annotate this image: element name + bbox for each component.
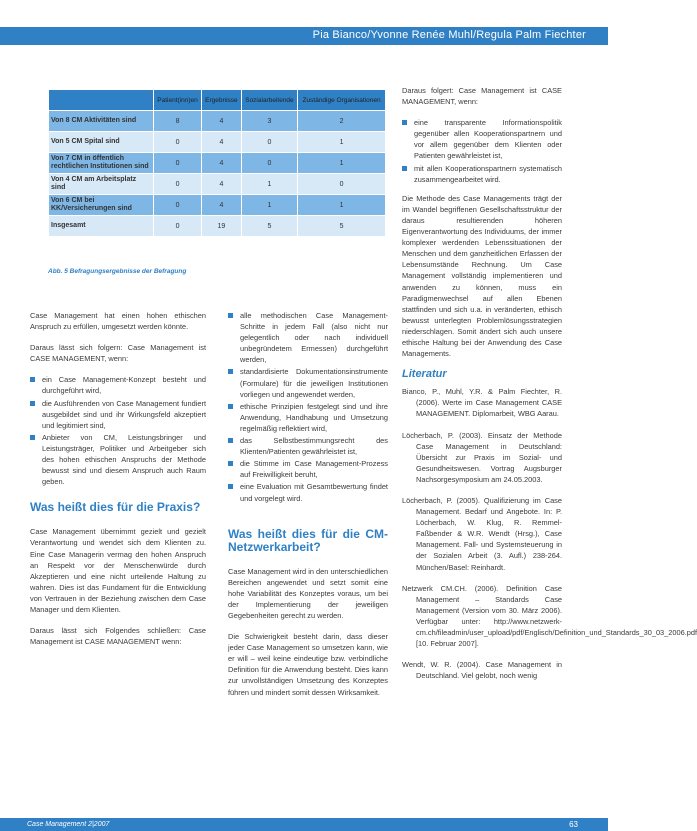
table-cell: 4 [202,132,242,153]
paragraph: Die Methode des Case Managements trägt der im Wandel begriffenen Gesellschaftsstruktur der daraus resultierenden höheren Eigenverantwortung des Individuums, der immer komplexer werdenden Lebenssituationen der Menschen und dem ganzheitlichen Erfassen der Lebensumstände Rechnung. Um Case Management vollständig implementieren und anwenden zu können, muss ein Paradigmenwechsel auf allen Ebenen stattfinden und sich u.a. in veränderten, ethisch bewusst unterlegten Problemlösungsstrategien niederschlagen. Somit ändert sich auch unsere ethische Haltung bei der Anwendung des Case Managements. [402,193,562,359]
row-label: Von 5 CM Spital sind [49,132,154,153]
row-label: Von 8 CM Aktivitäten sind [49,111,154,132]
table-row [49,195,386,216]
list-item: die Stimme im Case Management-Prozess auf Freiwilligkeit beruht, [228,458,388,480]
table-cell: 8 [154,111,202,132]
table-cell: 0 [154,153,202,174]
text-column-3 [402,85,697,691]
page-number: 63 [569,820,578,829]
paragraph: Case Management übernimmt gezielt und gezielt Verantwortung und wendet sich dem Klienten zu. Eine Case Managerin vermag den hohen Anspruch an Respekt vor der Menschenwürde durch Akzeptieren und eine nicht urteilende Haltung zu wahren. Dies ist das Fundament für die Entwicklung von Vertrauen in der Beziehung zwischen dem Case Manager und dem Klienten. [30,527,206,614]
table-row [49,216,386,237]
list-item: alle methodischen Case Management-Schritte in jedem Fall (also nicht nur gelegentlich oder nach individuell unbegründetem Ermessen) durchgeführt werden, [228,310,388,365]
row-label: Insgesamt [49,216,154,237]
list-item: ein Case Management-Konzept besteht und durchgeführt wird, [30,374,206,396]
table-cell: 1 [241,174,297,195]
table-cell: 0 [298,174,386,195]
text-column-1 [30,310,206,657]
reference: Löcherbach, P. (2005). Qualifizierung im Case Management. Bedarf und Angebote. In: P. Löcherbach, W. Klug, R. Remmel-Faßbender & W.R. Wendt (Hrsg.), Case Management. Fall- und Systemsteuerung in der Sozialen Arbeit (3. Aufl.) 238-264. München/Basel: Reinhardt. [402,496,562,572]
table-header-blank [49,90,154,111]
list-item: Anbieter von CM, Leistungsbringer und Leistungsträger, Politiker und Arbeitgeber sich des hohen ethischen Anspruchs der Methode bewusst sind und diesem Anspruch auch Raum geben. [30,432,206,487]
list-item: die Ausführenden von Case Management fundiert ausgebildet sind und ihr Wirkungsfeld akzeptiert und legitimiert sind, [30,398,206,431]
table-cell: 2 [298,111,386,132]
table-cell: 4 [202,111,242,132]
table-cell: 1 [298,153,386,174]
page-footer-bar [0,818,608,831]
table-cell: 3 [241,111,297,132]
paragraph: Case Management hat einen hohen ethischen Anspruch zu erfüllen, umgesetzt werden könnte. [30,311,206,332]
table-cell: 4 [202,174,242,195]
list-item: standardisierte Dokumentationsinstrumente (Formulare) für die jeweiligen Institutionen vorliegen und angewendet werden, [228,366,388,399]
table-caption: Abb. 5 Befragungsergebnisse der Befragung [48,268,187,275]
list-item: das Selbstbestimmungsrecht des Klienten/Patienten gewährleistet ist, [228,435,388,457]
table-row [49,111,386,132]
bullet-list [228,310,388,504]
table-header-row [49,90,386,111]
table-cell: 4 [202,195,242,216]
list-item: mit allen Kooperationspartnern systematisch zusammengearbeitet wird. [402,163,562,185]
table-cell: 0 [241,153,297,174]
table-cell: 5 [298,216,386,237]
table-cell: 0 [241,132,297,153]
row-label: Von 7 CM in öffentlich rechtlichen Institutionen sind [49,153,154,174]
table-header-cell: Zuständige Organisationen [298,90,386,111]
table-header-cell: Patient(inn)en [154,90,202,111]
table-cell: 5 [241,216,297,237]
paragraph: Die Schwierigkeit besteht darin, dass dieser jeder Case Management so umsetzen kann, wie er will – weil keine eindeutige bzw. verbindliche Definition für die Anwendung besteht. Dies kann zur unvollständigen Umsetzung des Konzeptes führen und mindert somit dessen Wirksamkeit. [228,632,388,697]
table-row [49,153,386,174]
paragraph: Daraus lässt sich folgern: Case Management ist CASE MANAGEMENT, wenn: [30,343,206,364]
table-header-cell: Ergebnisse [202,90,242,111]
section-heading: Was heißt dies für die Praxis? [30,500,201,515]
table-row [49,132,386,153]
table-cell: 0 [154,132,202,153]
list-item: eine Evaluation mit Gesamtbewertung findet und vorgelegt wird. [228,481,388,503]
table-header-cell: Sozialarbeitende [241,90,297,111]
row-label: Von 4 CM am Arbeitsplatz sind [49,174,154,195]
table-row [49,174,386,195]
list-item: ethische Prinzipien festgelegt sind und ihre Anwendung, Handhabung und Umsetzung regelmäßig reflektiert wird, [228,401,388,434]
table-cell: 19 [202,216,242,237]
header-authors: Pia Bianco/Yvonne Renée Muhl/Regula Palm Fiechter [312,29,586,41]
table-cell: 0 [154,216,202,237]
section-heading: Was heißt dies für die CM-Netzwerkarbeit? [228,526,388,554]
table-cell: 1 [298,132,386,153]
table-cell: 4 [202,153,242,174]
reference: Wendt, W. R. (2004). Case Management in Deutschland. Viel gelobt, noch wenig [402,660,562,681]
footer-journal: Case Management 2|2007 [27,821,110,828]
reference: Löcherbach, P. (2003). Einsatz der Methode Case Management in Deutschland: Übersicht zur Praxis im Sozial- und Gesundheitswesen. Vortrag Augsburger Nachsorgesymposium am 24.05.2003. [402,430,562,484]
table-cell: 1 [298,195,386,216]
table-cell: 0 [154,195,202,216]
table-cell: 1 [241,195,297,216]
bullet-list [402,117,562,185]
page-header-bar [0,27,608,45]
paragraph: Daraus folgert: Case Management ist CASE MANAGEMENT, wenn: [402,86,562,107]
reference: Netzwerk CM.CH. (2006). Definition Case Management – Standards Case Management (Version vom 30. März 2006). Verfügbar unter: http://www.netzwerk-cm.ch/fileadmin/user_upload/pdf/Englisch/Definition_und_Standards_30_03_2006.pdf [10. Februar 2007]. [402,583,697,649]
reference: Bianco, P., Muhl, Y.R. & Palm Fiechter, R. (2006). Werte im Case Management CASE MANAGEMENT. Diplomarbeit, WBG Aarau. [402,387,562,419]
results-table [48,89,386,237]
paragraph: Daraus lässt sich Folgendes schließen: Case Management ist CASE MANAGEMENT wenn: [30,626,206,647]
text-column-2 [228,310,388,708]
bullet-list [30,374,206,487]
literature-heading: Literatur [402,368,447,381]
list-item: eine transparente Informationspolitik gegenüber allen Kooperationspartnern und vor allem gegenüber dem Klienten oder Patienten gewährleistet ist, [402,117,562,161]
paragraph: Case Management wird in den unterschiedlichen Bereichen angewendet und setzt somit eine hohe Variabilität des Konzeptes voraus, um bei der Implementierung der jeweiligen Gegebenheiten gerecht zu werden. [228,566,388,620]
table-cell: 0 [154,174,202,195]
row-label: Von 6 CM bei KK/Versicherungen sind [49,195,154,216]
